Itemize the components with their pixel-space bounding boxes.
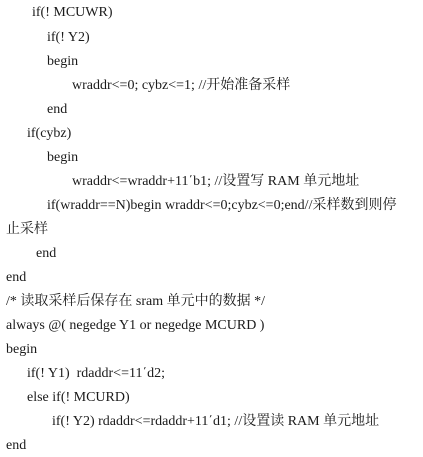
code-line-14: always @( negedge Y1 or negedge MCURD ): [6, 318, 265, 333]
code-line-18: if(! Y2) rdaddr<=rdaddr+11΄d1; //设置读 RAM 单元地址: [52, 414, 380, 429]
code-line-6: if(cybz): [27, 126, 72, 141]
code-line-9: if(wraddr==N)begin wraddr<=0;cybz<=0;end//采样数到则停: [47, 198, 397, 213]
code-line-12: end: [6, 270, 27, 285]
code-line-10: 止采样: [6, 222, 48, 237]
code-line-5: end: [47, 102, 68, 117]
code-line-15: begin: [6, 342, 38, 357]
code-line-11: end: [36, 246, 57, 261]
code-line-2: if(! Y2): [47, 30, 90, 45]
code-line-19: end: [6, 438, 27, 453]
code-line-1: if(! MCUWR): [32, 5, 113, 20]
code-line-3: begin: [47, 54, 79, 69]
code-line-16: if(! Y1) rdaddr<=11΄d2;: [27, 366, 165, 381]
code-line-7: begin: [47, 150, 79, 165]
code-line-13: /* 读取采样后保存在 sram 单元中的数据 */: [6, 294, 265, 309]
code-line-17: else if(! MCURD): [27, 390, 130, 405]
code-line-4: wraddr<=0; cybz<=1; //开始准备采样: [72, 78, 291, 93]
code-line-8: wraddr<=wraddr+11΄b1; //设置写 RAM 单元地址: [72, 174, 360, 189]
